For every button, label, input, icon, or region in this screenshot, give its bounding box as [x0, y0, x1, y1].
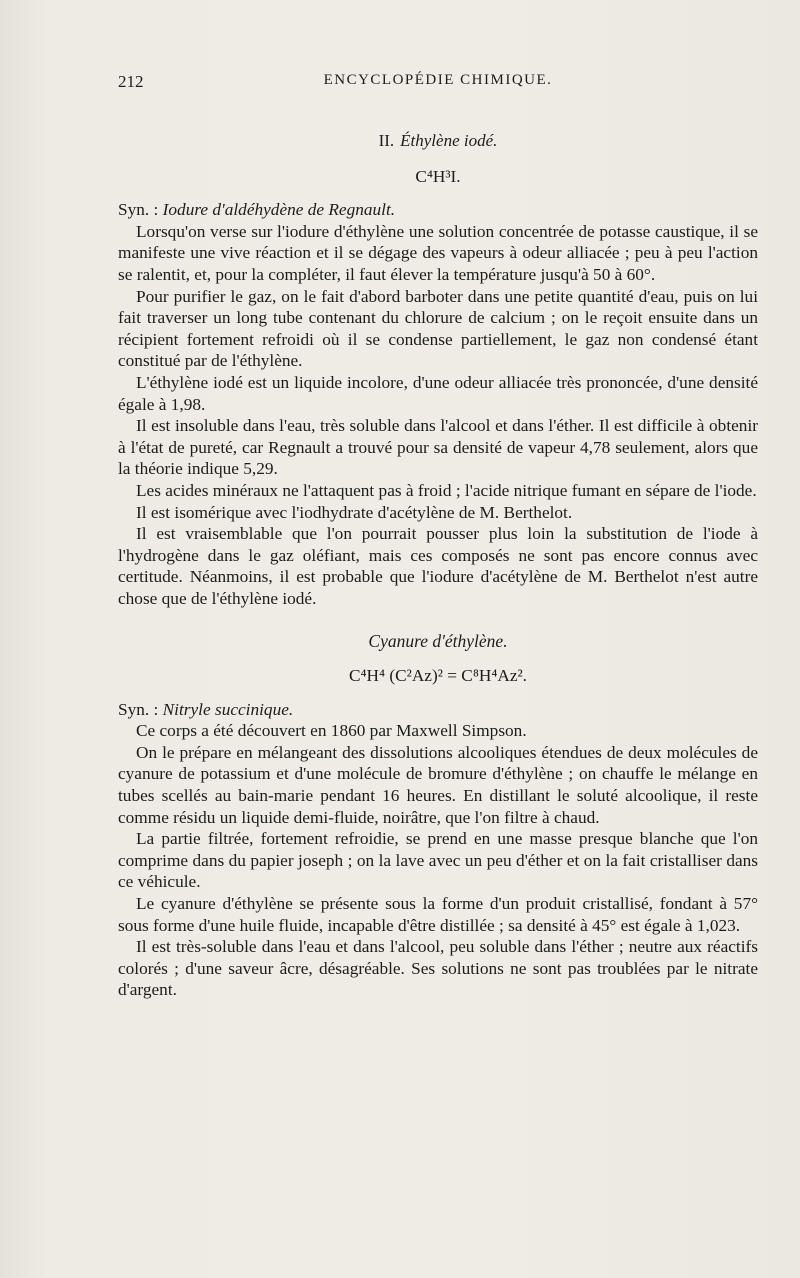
- paragraph: Les acides minéraux ne l'attaquent pas à froid ; l'acide nitrique fumant en sépare de l'iode.: [136, 480, 757, 500]
- synonym-line: [118, 699, 758, 721]
- paragraph: Il est isomérique avec l'iodhydrate d'acétylène de M. Berthelot.: [136, 502, 573, 522]
- synonym-term: Iodure d'aldéhydène de Regnault.: [162, 200, 396, 220]
- synonym-line: [118, 199, 758, 221]
- paragraph: Il est vraisemblable que l'on pourrait pousser plus loin la substitution de l'iode à l'hydrogène dans le gaz oléfiant, mais ces composés ne sont pas encore connus avec certitude. Néanmoins, il est probable que l'iodure d'acétylène de M. Berthelot n'est autre chose que de l'éthylène iodé.: [118, 524, 758, 608]
- paragraph: La partie filtrée, fortement refroidie, se prend en une masse presque blanche que l'on comprime dans du papier joseph ; on la lave avec un peu d'éther et on la fait cristalliser dans ce véhicule.: [118, 829, 758, 892]
- synonym-term: Nitryle succinique.: [162, 699, 294, 719]
- synonym-prefix: Syn. :: [118, 200, 163, 220]
- paragraph: Il est insoluble dans l'eau, très soluble dans l'alcool et dans l'éther. Il est difficile à obtenir à l'état de pureté, car Regnault a trouvé pour sa densité de vapeur 4,78 seulement, alors que la théorie indique 5,29.: [118, 416, 758, 479]
- paragraph: Pour purifier le gaz, on le fait d'abord barboter dans une petite quantité d'eau, puis on lui fait traverser un long tube contenant du chlorure de calcium ; on le reçoit ensuite dans un récipient fortement refroidi où il se condense partiellement, le gaz non condensé étant constitué par de l'éthylène.: [118, 286, 758, 371]
- chemical-formula: C⁴H³I.: [415, 166, 461, 186]
- section-title-text: Éthylène iodé.: [400, 131, 498, 150]
- running-title: ENCYCLOPÉDIE CHIMIQUE.: [323, 72, 553, 88]
- page-number: 212: [118, 72, 144, 91]
- page-body: [118, 130, 758, 1001]
- paragraph: Il est très-soluble dans l'eau et dans l'alcool, peu soluble dans l'éther ; neutre aux réactifs colorés ; d'une saveur âcre, désagréable. Ses solutions ne sont pas troublées par le nitrate d'argent.: [118, 937, 758, 1000]
- section-number: II.: [378, 131, 395, 150]
- chemical-formula: C⁴H⁴ (C²Az)² = C⁸H⁴Az².: [348, 666, 528, 686]
- section-title-cyanure-ethylene: Cyanure d'éthylène.: [368, 631, 508, 652]
- paragraph: Ce corps a été découvert en 1860 par Maxwell Simpson.: [136, 721, 527, 741]
- paragraph: Lorsqu'on verse sur l'iodure d'éthylène une solution concentrée de potasse caustique, il se manifeste une vive réaction et il se dégage des vapeurs à odeur alliacée ; peu à peu l'action se ralentit, et, pour la compléter, il faut élever la température jusqu'à 50 à 60°.: [118, 221, 758, 284]
- paragraph: On le prépare en mélangeant des dissolutions alcooliques étendues de deux molécules de cyanure de potassium et d'une molécule de bromure d'éthylène ; on chauffe le mélange en tubes scellés au bain-marie pendant 16 heures. En distillant le soluté alcoolique, il reste comme résidu un liquide demi-fluide, noirâtre, que l'on filtre à chaud.: [118, 742, 758, 827]
- page-header: [118, 72, 758, 96]
- synonym-prefix: Syn. :: [118, 699, 163, 719]
- section-title-ethylene-iode: [118, 130, 758, 152]
- paragraph: L'éthylène iodé est un liquide incolore, d'une odeur alliacée très prononcée, d'une densité égale à 1,98.: [118, 372, 758, 414]
- paragraph: Le cyanure d'éthylène se présente sous la forme d'un produit cristallisé, fondant à 57° sous forme d'une huile fluide, incapable d'être distillée ; sa densité à 45° est égale à 1,023.: [118, 894, 758, 935]
